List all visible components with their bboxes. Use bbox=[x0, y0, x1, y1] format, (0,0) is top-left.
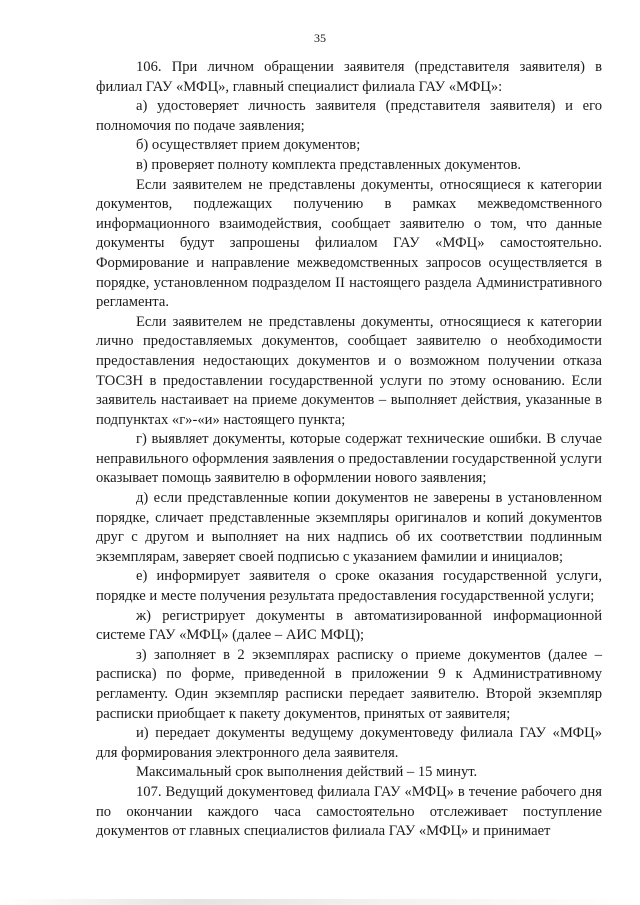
paragraph-item-b: б) осуществляет прием документов; bbox=[136, 137, 361, 154]
paragraph-item-zh: ж) регистрирует документы в автоматизированной информационной системе ГАУ «МФЦ» (далее – АИС МФЦ); bbox=[96, 607, 602, 644]
document-body bbox=[96, 58, 602, 842]
paragraph-107-intro: 107. Ведущий документовед филиала ГАУ «МФЦ» в течение рабочего дня по окончании каждого часа самостоятельно отслеживает поступление документов от главных специалистов филиала ГАУ «МФЦ» и принимает bbox=[96, 783, 602, 840]
paragraph-item-z: з) заполняет в 2 экземплярах расписку о приеме документов (далее – расписка) по форме, приведенной в приложении 9 к Административному регламенту. Один экземпляр расписки передает заявителю. Второй экземпляр расписки приобщает к пакету документов, принятых от заявителя; bbox=[96, 646, 602, 722]
paragraph-item-a: а) удостоверяет личность заявителя (представителя заявителя) и его полномочия по подаче заявления; bbox=[96, 98, 602, 134]
scan-edge-artifact bbox=[0, 899, 640, 905]
paragraph-item-d: д) если представленные копии документов не заверены в установленном порядке, сличает представленные экземпляры оригиналов и копий документов друг с другом и выполняет на них надпись об их соответствии подлинным экземплярам, заверяет своей подписью с указанием фамилии и инициалов; bbox=[96, 490, 602, 565]
paragraph-106-intro: 106. При личном обращении заявителя (представителя заявителя) в филиал ГАУ «МФЦ», главный специалист филиала ГАУ «МФЦ»: bbox=[96, 59, 602, 95]
paragraph-personal-documents: Если заявителем не представлены документы, относящиеся к категории лично предоставляемых документов, сообщает заявителю о необходимости предоставления недостающих документов и о возможном получении отказа ТОСЗН в предоставлении государственной услуги по этому основанию. Если заявитель настаивает на приеме документов – выполняет действия, указанные в подпунктах «г»-«и» настоящего пункта; bbox=[96, 313, 602, 428]
paragraph-max-time: Максимальный срок выполнения действий – 15 минут. bbox=[136, 764, 478, 781]
paragraph-item-e: е) информирует заявителя о сроке оказания государственной услуги, порядке и месте получения результата предоставления государственной услуги; bbox=[96, 568, 602, 605]
paragraph-item-g: г) выявляет документы, которые содержат технические ошибки. В случае неправильного оформления заявления о предоставлении государственной услуги оказывает помощь заявителю в оформлении нового заявления; bbox=[96, 431, 602, 487]
paragraph-interagency-documents: Если заявителем не представлены документы, относящиеся к категории документов, подлежащих получению в рамках межведомственного информационного взаимодействия, сообщает заявителю о том, что данные документы будут запрошены филиалом ГАУ «МФЦ» самостоятельно. Формирование и направление межведомственных запросов осуществляется в порядке, установленном подразделом II настоящего раздела Административного регламента. bbox=[96, 176, 602, 311]
page-number: 35 bbox=[314, 31, 326, 45]
paragraph-item-i: и) передает документы ведущему документоведу филиала ГАУ «МФЦ» для формирования электронного дела заявителя. bbox=[96, 725, 602, 761]
paragraph-item-v: в) проверяет полноту комплекта представленных документов. bbox=[136, 156, 522, 173]
